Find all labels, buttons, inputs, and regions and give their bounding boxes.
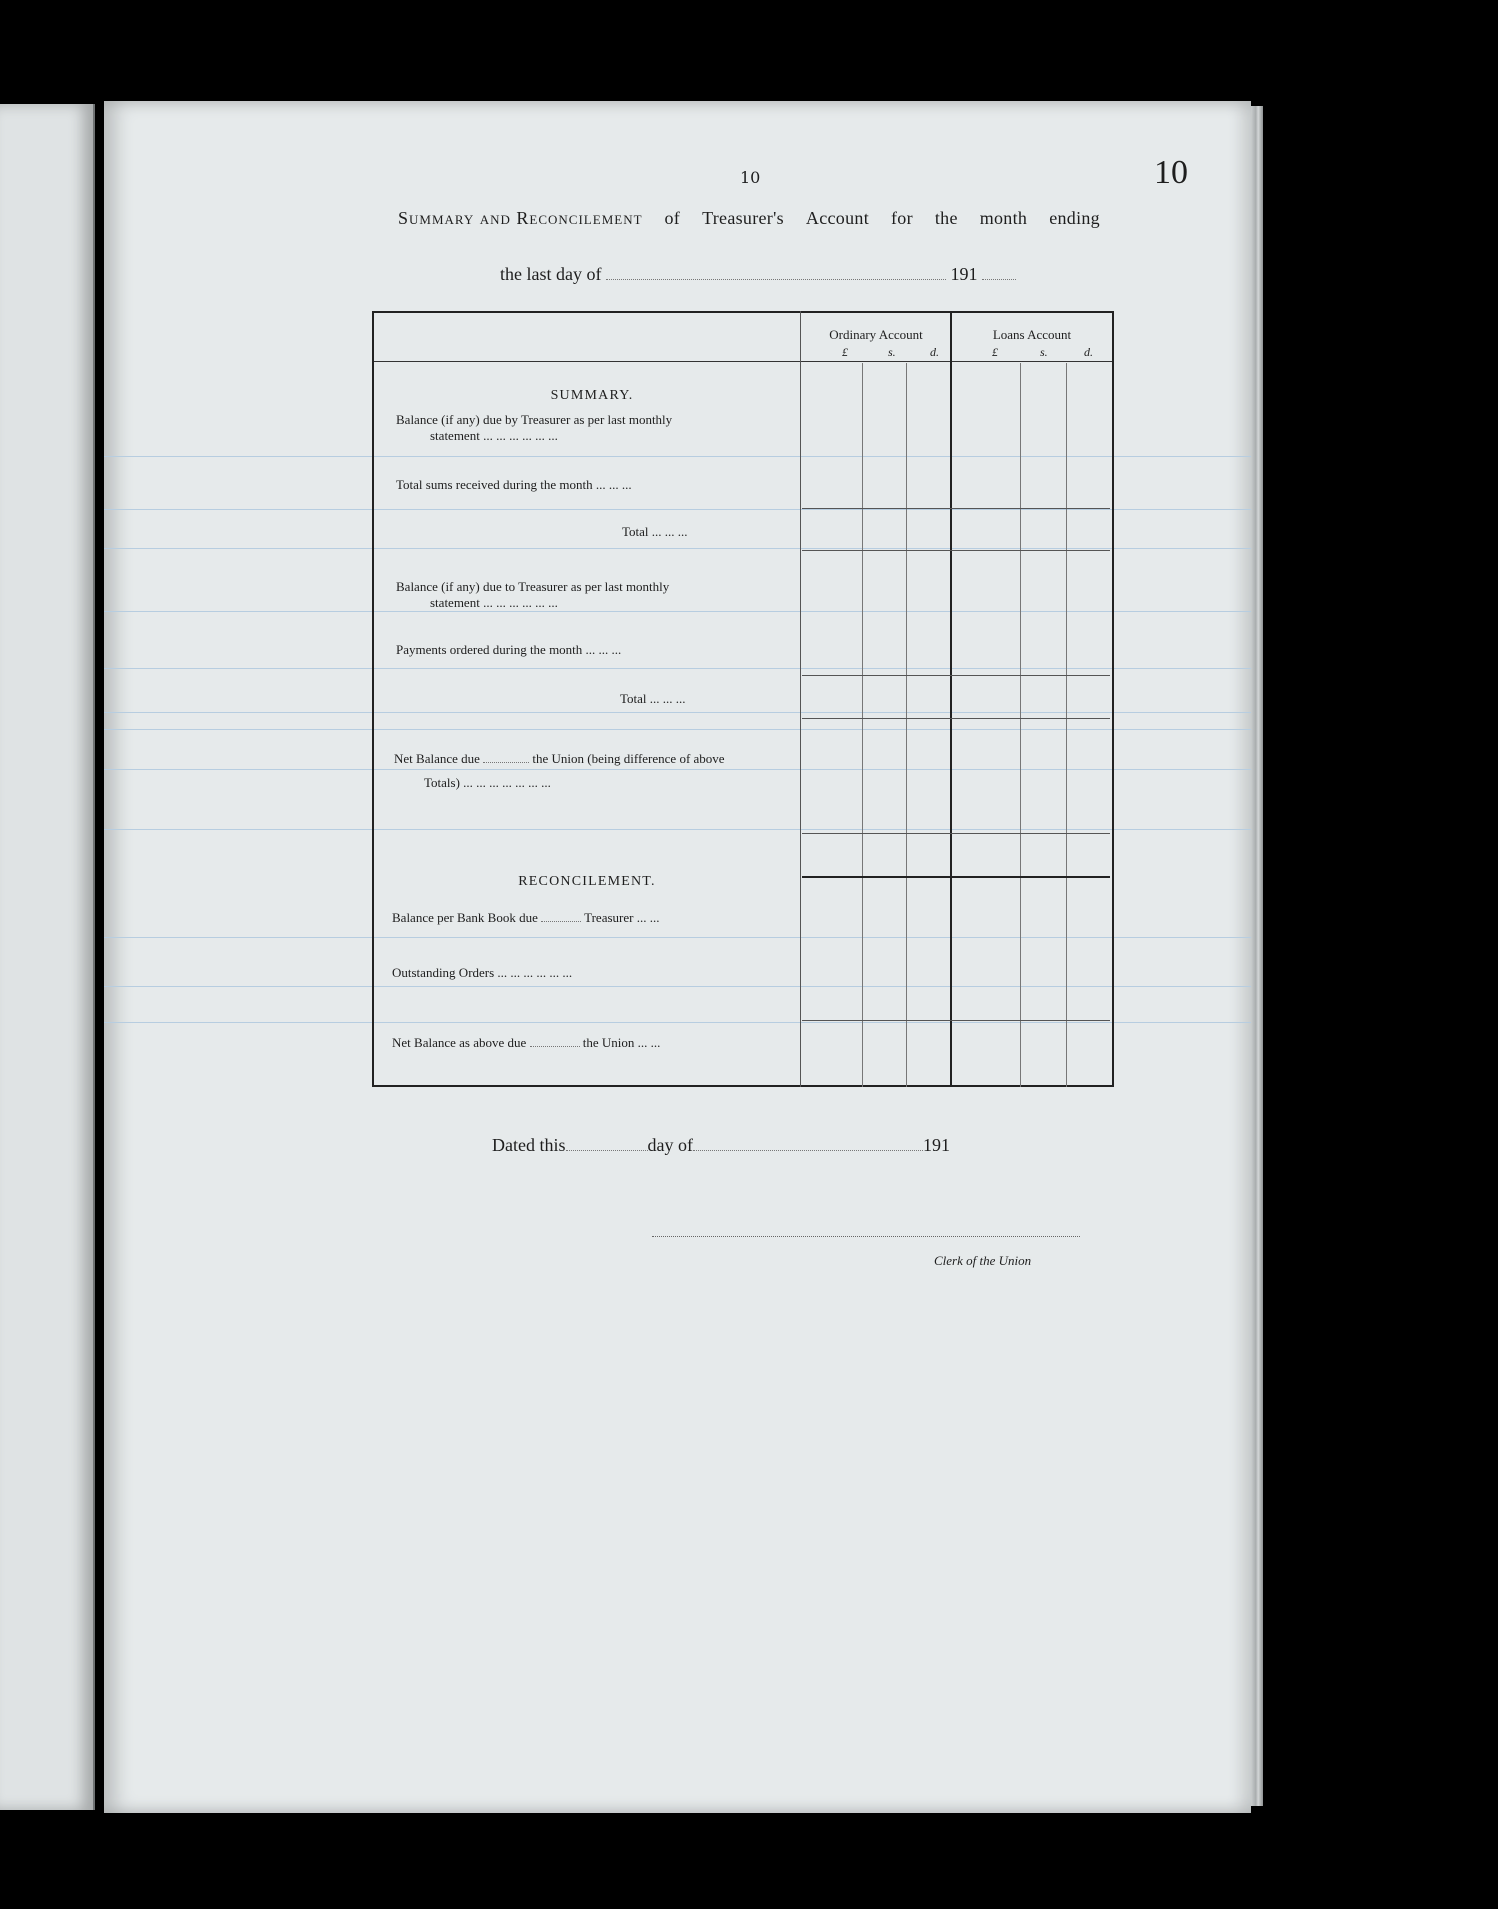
- loans-shilling-rule: [1066, 363, 1067, 1087]
- bank-book-blank[interactable]: [541, 921, 581, 922]
- total-rule-top: [802, 508, 1110, 509]
- signature-caption: Clerk of the Union: [934, 1253, 1032, 1268]
- reconcilement-rule: [802, 876, 1110, 878]
- printed-page-number: 10: [740, 168, 761, 187]
- subheading-prefix: the last day of: [500, 264, 602, 284]
- year-blank[interactable]: [982, 279, 1016, 280]
- dated-line: Dated this day of 191: [492, 1135, 950, 1155]
- day-blank[interactable]: [566, 1150, 648, 1151]
- summary-row-total-2: Total ... ... ...: [620, 691, 686, 706]
- total-rule-top: [802, 675, 1110, 676]
- header-rule: [374, 361, 1112, 362]
- reconcilement-title: RECONCILEMENT.: [518, 874, 656, 889]
- ordinary-pence-label: d.: [930, 345, 939, 359]
- handwritten-page-number: 10: [1154, 154, 1188, 191]
- form-subheading: [500, 264, 1016, 285]
- loans-shilling-label: s.: [1040, 345, 1048, 359]
- summary-row-total-1: Total ... ... ...: [622, 524, 688, 539]
- summary-row-balance-by-treasurer: Balance (if any) due by Treasurer as per last monthly statement ... ... ... ... ... ...: [396, 412, 673, 443]
- loans-pound-rule: [1020, 363, 1021, 1087]
- heading-summary-reconcilement: Summary and Reconcilement: [398, 208, 643, 228]
- description-column-rule: [800, 311, 801, 1087]
- reconcilement-row-outstanding-orders: Outstanding Orders ... ... ... ... ... ...: [392, 965, 573, 980]
- accounts-divider: [950, 311, 952, 1087]
- net-balance-blank[interactable]: [483, 762, 529, 763]
- ordinary-pound-rule: [862, 363, 863, 1087]
- month-blank[interactable]: [606, 279, 946, 280]
- reconcilement-row-bank-book: Balance per Bank Book due Treasurer ... ...: [392, 910, 660, 925]
- total-rule-bottom: [802, 550, 1110, 551]
- ordinary-shilling-label: s.: [888, 345, 896, 359]
- reconcilement-total-rule: [802, 1020, 1110, 1021]
- heading-word: ending: [1049, 208, 1100, 228]
- account-form: [372, 311, 1114, 1087]
- heading-word: the: [934, 208, 958, 228]
- month-year-blank[interactable]: [693, 1150, 923, 1151]
- loans-pound-label: £: [992, 345, 998, 359]
- ordinary-account-header: Ordinary Account: [829, 327, 923, 342]
- summary-row-payments-ordered: Payments ordered during the month ... ... ...: [396, 642, 622, 657]
- loans-account-header: Loans Account: [992, 327, 1072, 342]
- total-rule-bottom: [802, 718, 1110, 719]
- summary-title: SUMMARY.: [550, 388, 634, 403]
- reconcilement-row-net-balance: Net Balance as above due the Union ... ...: [392, 1035, 661, 1050]
- subheading-year: 191: [950, 264, 978, 284]
- ordinary-shilling-rule: [906, 363, 907, 1087]
- facing-page-edge: [0, 104, 95, 1810]
- signature-line[interactable]: [652, 1236, 1080, 1237]
- page-edges: [1251, 106, 1263, 1806]
- heading-word: of: [664, 208, 681, 228]
- form-heading: [398, 208, 1100, 229]
- heading-word: for: [890, 208, 913, 228]
- summary-row-net-balance: Net Balance due the Union (being difference of above Totals) ... ... ... ... ... ... ...: [394, 751, 725, 790]
- heading-word: month: [979, 208, 1028, 228]
- net-balance-rule: [802, 833, 1110, 834]
- loans-pence-label: d.: [1084, 345, 1093, 359]
- net-balance-union-blank[interactable]: [530, 1046, 580, 1047]
- heading-word: Account: [805, 208, 870, 228]
- heading-word: Treasurer's: [702, 208, 784, 228]
- ordinary-pound-label: £: [842, 345, 848, 359]
- summary-row-total-received: Total sums received during the month ... ... ...: [396, 477, 632, 492]
- summary-row-balance-to-treasurer: Balance (if any) due to Treasurer as per last monthly statement ... ... ... ... ... ...: [396, 579, 670, 610]
